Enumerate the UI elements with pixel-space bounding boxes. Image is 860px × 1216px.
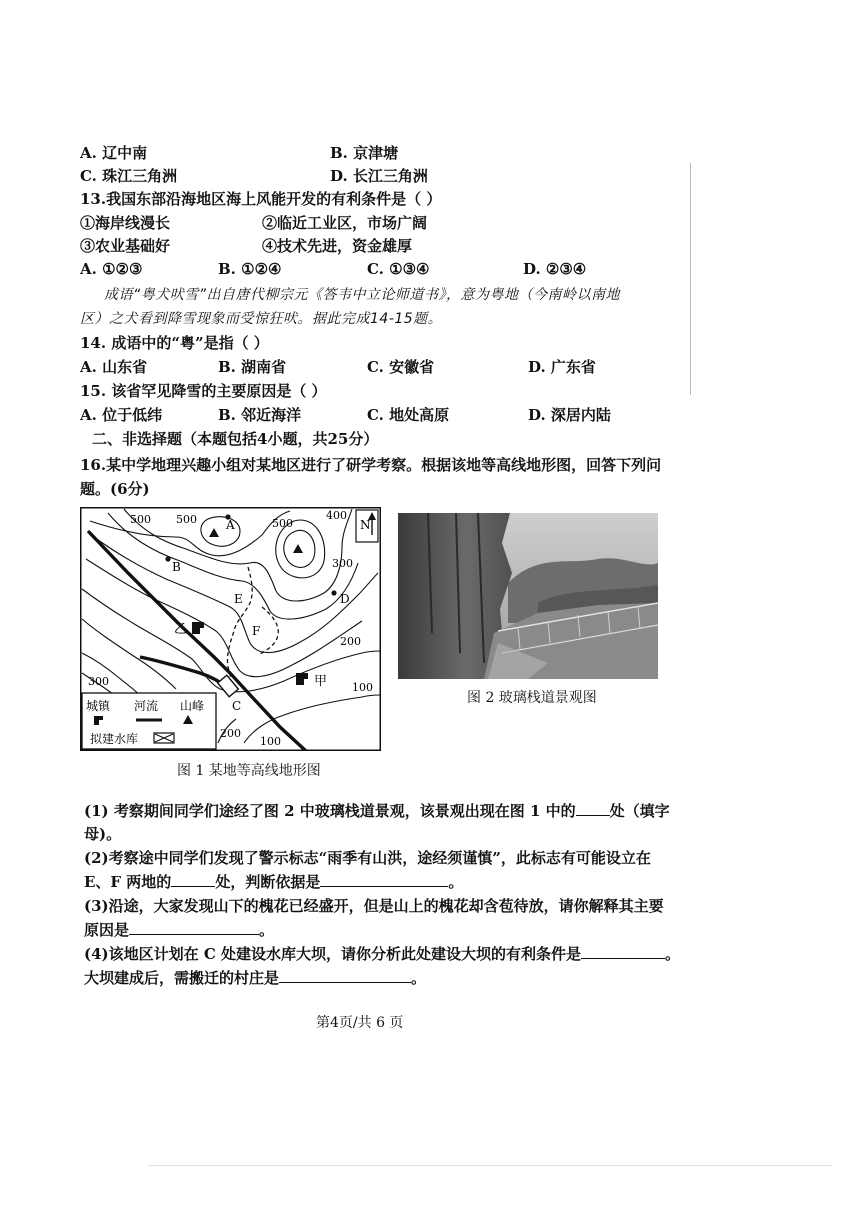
contour-label: 200 xyxy=(220,727,241,740)
contour-label: 400 xyxy=(326,509,347,522)
town-yi-label: 乙 xyxy=(174,622,188,637)
q15-option-b: B. 邻近海洋 xyxy=(218,406,302,424)
sub-question-3-line-1: (3)沿途，大家发现山下的槐花已经盛开，但是山上的槐花却含苞待放，请你解释其主要 xyxy=(84,897,664,915)
point-f-label: F xyxy=(252,624,261,638)
sub-question-3-line-2 xyxy=(84,920,274,940)
q14-option-b: B. 湖南省 xyxy=(218,358,287,376)
glass-plankroad-photo xyxy=(398,513,658,679)
q13-option-b: B. ①②④ xyxy=(218,260,282,278)
answer-blank-3[interactable] xyxy=(129,920,259,935)
sub-question-2-line-1: (2)考察途中同学们发现了警示标志“雨季有山洪，途经须谨慎”，此标志有可能设立在 xyxy=(84,849,651,867)
answer-blank-4a[interactable] xyxy=(581,944,665,959)
q13-item-2: ②临近工业区，市场广阔 xyxy=(262,214,428,232)
q15-stem: 15. 该省罕见降雪的主要原因是（ ） xyxy=(80,382,327,400)
answer-blank-2b[interactable] xyxy=(320,872,448,887)
sub-question-4-text: (4)该地区计划在 C 处建设水库大坝，请你分析此处建设大坝的有利条件是 xyxy=(84,945,582,963)
sub-question-2-text-end: 。 xyxy=(448,873,464,891)
answer-blank-4b[interactable] xyxy=(279,968,411,983)
passage-line-2: 区）之犬看到降雪现象而受惊狂吠。据此完成14-15题。 xyxy=(80,311,443,327)
figure-1-caption: 图 1 某地等高线地形图 xyxy=(177,763,321,779)
legend-town-label: 城镇 xyxy=(86,699,111,713)
q16-stem-line-1: 16.某中学地理兴趣小组对某地区进行了研学考察。根据该地等高线地形图，回答下列问 xyxy=(80,456,662,474)
sub-question-4-text-end: 。 xyxy=(411,969,427,987)
q14-option-a: A. 山东省 xyxy=(80,358,148,376)
legend-reservoir-label: 拟建水库 xyxy=(90,732,139,746)
q13-item-3: ③农业基础好 xyxy=(80,237,171,255)
north-label: N xyxy=(360,518,371,532)
q14-option-c: C. 安徽省 xyxy=(367,358,435,376)
q13-item-4: ④技术先进，资金雄厚 xyxy=(262,237,413,255)
q13-option-c: C. ①③④ xyxy=(367,260,430,278)
q12-option-d: D. 长江三角洲 xyxy=(330,167,428,185)
sub-question-4-line-2 xyxy=(84,968,426,988)
q12-option-a: A. 辽中南 xyxy=(80,144,148,162)
q12-option-c: C. 珠江三角洲 xyxy=(80,167,178,185)
contour-label: 500 xyxy=(176,513,197,526)
q15-option-a: A. 位于低纬 xyxy=(80,406,163,424)
q15-option-c: C. 地处高原 xyxy=(367,406,450,424)
sub-question-1-text-end: 处（填字 xyxy=(609,802,670,820)
sub-question-1-text: (1) 考察期间同学们途经了图 2 中玻璃栈道景观，该景观出现在图 1 中的 xyxy=(84,802,576,820)
point-a-label: A xyxy=(226,518,235,532)
point-d-label: D xyxy=(340,592,350,606)
sub-question-1-line-2: 母)。 xyxy=(84,825,122,843)
sub-question-4-text-mid: 。 xyxy=(665,945,681,963)
q13-option-a: A. ①②③ xyxy=(80,260,143,278)
contour-label: 100 xyxy=(352,681,373,694)
point-e-label: E xyxy=(234,592,243,606)
town-jia-label: 甲 xyxy=(314,674,328,689)
answer-blank-2a[interactable] xyxy=(171,872,215,887)
sub-question-4-text-2: 大坝建成后，需搬迁的村庄是 xyxy=(84,969,280,987)
sub-question-3-text: 原因是 xyxy=(84,921,130,939)
q13-option-d: D. ②③④ xyxy=(523,260,587,278)
section-2-heading: 二、非选择题（本题包括4小题，共25分） xyxy=(92,430,379,448)
contour-label: 200 xyxy=(340,635,361,648)
figure-2-caption: 图 2 玻璃栈道景观图 xyxy=(467,690,597,706)
bottom-rule xyxy=(148,1165,832,1166)
q16-stem-line-2: 题。(6分) xyxy=(80,480,150,498)
sub-question-2-text: E、F 两地的 xyxy=(84,873,172,891)
legend-river-label: 河流 xyxy=(134,699,159,713)
point-c-label: C xyxy=(232,699,242,713)
legend-peak-label: 山峰 xyxy=(180,699,205,713)
contour-label: 500 xyxy=(130,513,151,526)
sub-question-2-text-mid: 处，判断依据是 xyxy=(215,873,321,891)
sub-question-2-line-2 xyxy=(84,872,463,892)
contour-label: 300 xyxy=(332,557,353,570)
contour-label: 300 xyxy=(88,675,109,688)
q12-option-b: B. 京津塘 xyxy=(330,144,399,162)
q15-option-d: D. 深居内陆 xyxy=(528,406,611,424)
sub-question-3-text-end: 。 xyxy=(259,921,275,939)
sub-question-4-line-1 xyxy=(84,944,680,964)
contour-label: 500 xyxy=(272,517,293,530)
q14-stem: 14. 成语中的“粤”是指（ ） xyxy=(80,334,269,352)
sub-question-1-line-1 xyxy=(84,801,670,821)
page-number: 第4页/共 6 页 xyxy=(316,1015,404,1031)
contour-map xyxy=(80,507,381,751)
passage-line-1: 成语“粤犬吠雪”出自唐代柳宗元《答韦中立论师道书》，意为粤地（今南岭以南地 xyxy=(104,287,621,303)
q14-option-d: D. 广东省 xyxy=(528,358,596,376)
margin-rule xyxy=(690,163,691,395)
answer-blank-1[interactable] xyxy=(576,801,610,816)
point-b-label: B xyxy=(172,560,181,574)
contour-label: 100 xyxy=(260,735,281,748)
q13-stem: 13.我国东部沿海地区海上风能开发的有利条件是（ ） xyxy=(80,190,442,208)
q13-item-1: ①海岸线漫长 xyxy=(80,214,171,232)
